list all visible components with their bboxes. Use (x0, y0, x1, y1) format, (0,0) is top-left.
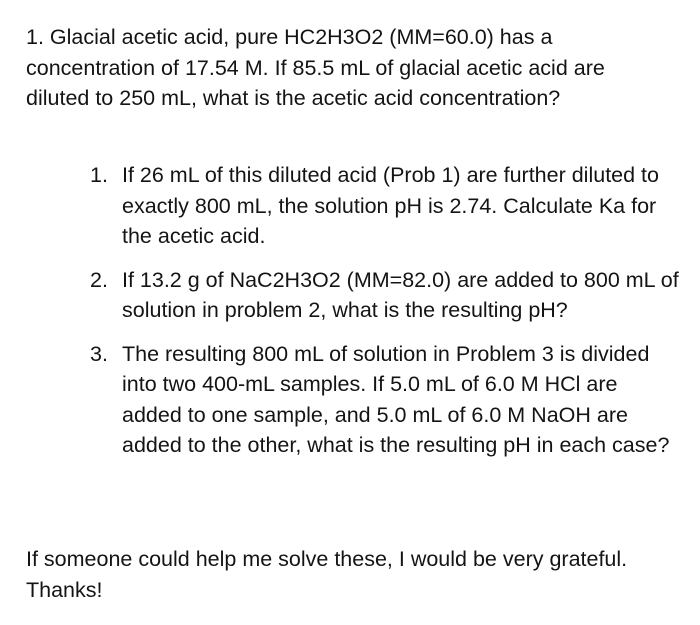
list-item (90, 339, 680, 461)
sub-question-number: 2. (90, 267, 108, 292)
sub-question-number: 1. (90, 163, 108, 187)
sub-question-text: If 26 mL of this diluted acid (Prob 1) are further diluted to exactly 800 mL, the solution pH is 2.74. Calculate Ka for the acetic acid. (122, 163, 659, 248)
sub-question-number: 3. (90, 341, 108, 366)
sub-question-text: If 13.2 g of NaC2H3O2 (MM=82.0) are added to 800 mL of solution in problem 2, what is the resulting pH? (122, 267, 679, 322)
list-item (90, 160, 680, 252)
closing-note: If someone could help me solve these, I would be very grateful. Thanks! (26, 547, 628, 602)
list-item (90, 265, 680, 326)
main-question-text: Glacial acetic acid, pure HC2H3O2 (MM=60.0) has a concentration of 17.54 M. If 85.5 mL of glacial acetic acid are diluted to 250 mL, what is the acetic acid concentration? (26, 25, 605, 110)
main-question (26, 22, 666, 114)
sub-question-text: The resulting 800 mL of solution in Problem 3 is divided into two 400-mL samples. If 5.0 mL of 6.0 M HCl are added to one sample, and 5.0 mL of 6.0 M NaOH are added to the other, what is the resulting pH in each case? (122, 341, 670, 457)
main-question-number: 1. (26, 25, 44, 49)
sub-question-list (90, 160, 680, 474)
